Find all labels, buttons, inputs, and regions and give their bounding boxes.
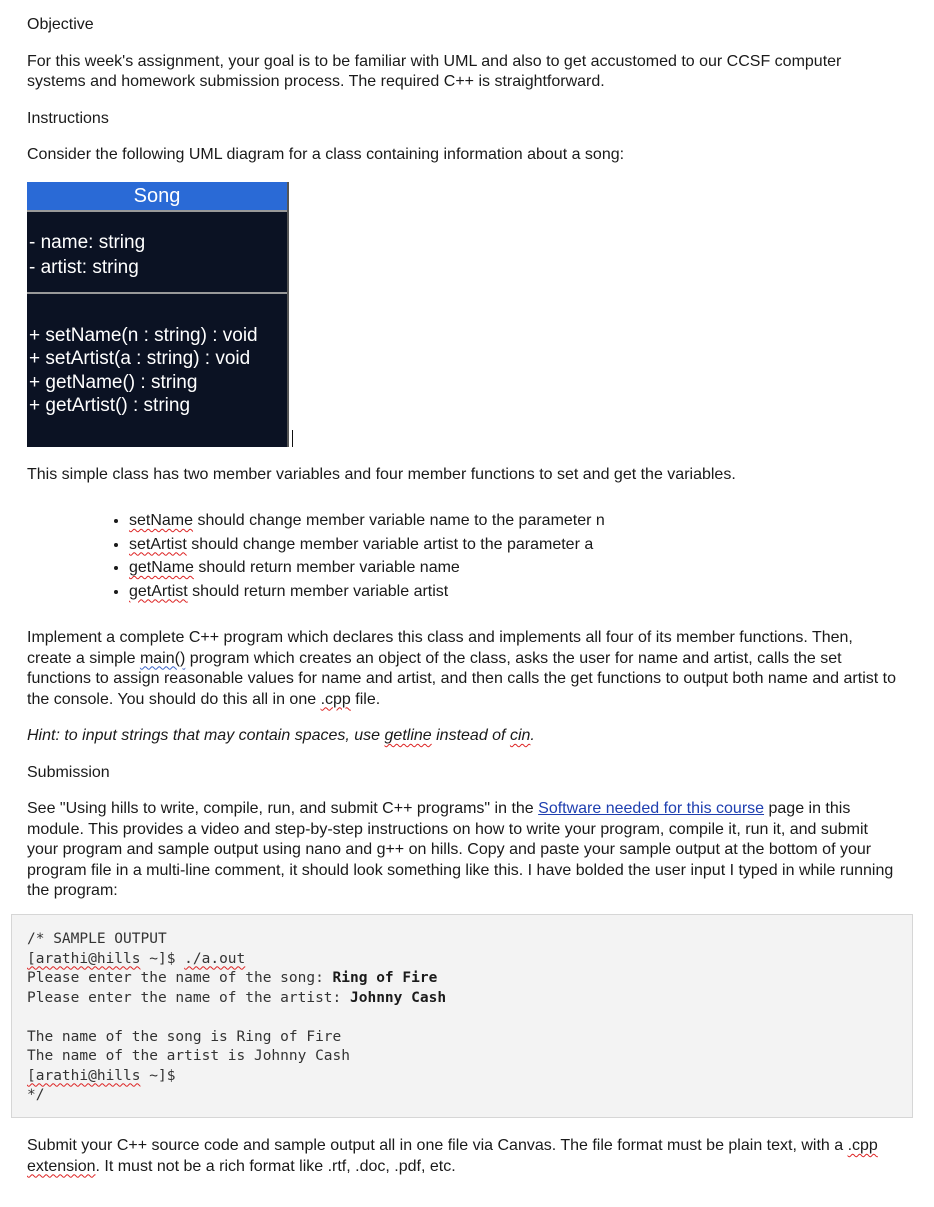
assignment-document xyxy=(27,15,897,902)
instructions-heading: Instructions xyxy=(27,109,109,127)
text-span: See "Using hills to write, compile, run, and submit C++ programs" in the xyxy=(27,800,539,817)
uml-operation: + getName() : string xyxy=(29,371,198,393)
text-span: Hint: to input strings that may contain spaces, use xyxy=(27,727,385,744)
code-line: Please enter the name of the artist: xyxy=(27,989,351,1006)
list-item-text: should change member variable artist to the parameter a xyxy=(186,535,594,553)
cpp-extension-text: .cpp extension xyxy=(27,1137,878,1175)
objective-text: For this week's assignment, your goal is to be familiar with UML and also to get accustomed to our CCSF computer systems and homework submission process. The required C++ is straightforward. xyxy=(27,52,842,90)
class-summary: This simple class has two member variables and four member functions to set and get the variables. xyxy=(27,465,736,483)
instructions-intro: Consider the following UML diagram for a class containing information about a song: xyxy=(27,146,625,163)
list-item xyxy=(129,556,897,580)
function-name: setName xyxy=(129,512,194,529)
text-span: program which creates an object of the class, asks the user for name and artist, calls the set functions to assign reasonable values for name and artist, and then calls the get functions to output both name and artist to the console. You should do this all in one xyxy=(27,649,896,708)
user-input-song: Ring of Fire xyxy=(332,970,438,986)
uml-attribute: - artist: string xyxy=(29,256,139,278)
code-command: ./a.out xyxy=(184,950,246,967)
code-line: Please enter the name of the song: xyxy=(27,970,333,986)
function-name: getArtist xyxy=(129,582,188,600)
uml-attribute: - name: string xyxy=(29,231,146,253)
submission-heading: Submission xyxy=(27,763,110,781)
list-item-text: should return member variable artist xyxy=(187,582,449,600)
objective-heading: Objective xyxy=(27,16,94,33)
uml-class-diagram xyxy=(27,182,289,447)
text-cursor xyxy=(292,430,293,447)
submission-paragraph xyxy=(27,799,897,902)
uml-attributes xyxy=(27,212,287,294)
text-span: Submit your C++ source code and sample output all in one file via Canvas. The file format must be plain text, with a xyxy=(27,1137,848,1154)
uml-operations xyxy=(27,294,287,418)
text-span: Implement a complete C++ program which declares this class and implements all four of its member functions. Then, create a simple xyxy=(27,629,853,667)
text-span: instead of xyxy=(431,727,510,744)
text-span: . xyxy=(530,727,535,744)
list-item-text: should return member variable name xyxy=(193,559,460,576)
cpp-keyword: .cpp xyxy=(320,690,351,708)
text-span: page in this module. This provides a video and step-by-step instructions on how to write your program, compile it, run it, and submit your program and sample output using nano and g++ on hills. Copy and paste your sample output at the bottom of your program file in a multi-line comment, it should look something like this. I have bolded the user input I typed in while running the program: xyxy=(27,800,894,899)
code-line: The name of the artist is Johnny Cash xyxy=(27,1048,351,1064)
code-prompt-user: [arathi@hills xyxy=(27,1067,141,1084)
function-name: getName xyxy=(129,559,194,576)
implement-paragraph xyxy=(27,628,897,710)
sample-output-code-block xyxy=(11,914,913,1118)
text-span: . It must not be a rich format like .rtf, .doc, .pdf, etc. xyxy=(95,1157,456,1175)
code-prompt: ~]$ xyxy=(140,1067,176,1084)
uml-operation: + setArtist(a : string) : void xyxy=(29,348,251,369)
code-line: */ xyxy=(27,1087,45,1103)
getline-keyword: getline xyxy=(384,727,432,744)
user-input-artist: Johnny Cash xyxy=(350,989,447,1006)
text-span: file. xyxy=(350,690,381,708)
uml-operation: + setName(n : string) : void xyxy=(29,324,258,346)
code-prompt: ~]$ xyxy=(140,950,185,967)
list-item-text: should change member variable name to the parameter n xyxy=(193,512,605,529)
uml-operation: + getArtist() : string xyxy=(29,395,191,416)
final-paragraph xyxy=(27,1136,907,1177)
code-prompt-user: [arathi@hills xyxy=(27,950,141,967)
cin-keyword: cin xyxy=(509,727,531,744)
function-name: setArtist xyxy=(129,535,187,553)
uml-class-name: Song xyxy=(27,182,287,212)
main-keyword: main() xyxy=(139,649,186,667)
list-item xyxy=(129,580,897,604)
hint-paragraph xyxy=(27,726,897,747)
code-line: The name of the song is Ring of Fire xyxy=(27,1028,342,1045)
list-item xyxy=(129,509,897,533)
list-item xyxy=(129,533,897,557)
software-needed-link[interactable]: Software needed for this course xyxy=(538,800,765,817)
code-line: /* SAMPLE OUTPUT xyxy=(27,931,167,947)
member-function-list xyxy=(27,509,897,603)
